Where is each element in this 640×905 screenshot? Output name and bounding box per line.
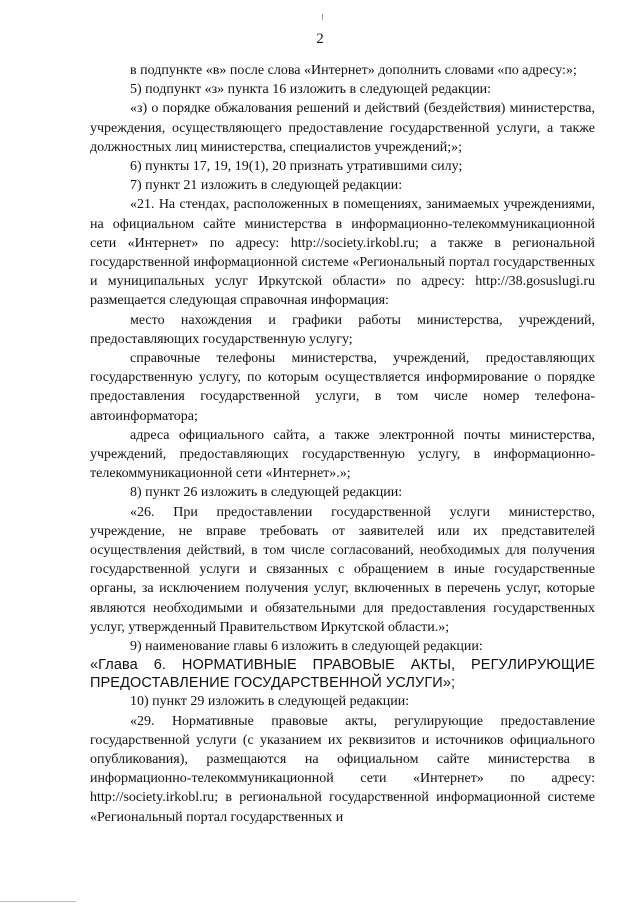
paragraph-10: 8) пункт 26 изложить в следующей редакции: xyxy=(130,485,403,501)
paragraph-5: 7) пункт 21 изложить в следующей редакции: xyxy=(130,178,403,194)
paragraph-3: «з) о порядке обжалования решений и действий (бездействия) министерства, учреждения, осуществляющего предоставление государственной услуги, а также должностных лиц министерства, специалистов учреждений;»; xyxy=(90,101,595,155)
page-number: 2 xyxy=(316,31,324,47)
paragraph-1: в подпункте «в» после слова «Интернет» дополнить словами «по адресу:»; xyxy=(130,63,577,78)
paragraph-6: «21. На стендах, расположенных в помещениях, занимаемых учреждениями, на официальном сайте министерства в информационно-телекоммуникационной сети «Интернет» по адресу: http://society.irkobl.ru; а также в региональной государственной информационной системе «Региональный портал государственных и муниципальных услуг Иркутской области» по адресу: http://38.gosuslugi.ru размещается следующая справочная информация: xyxy=(90,197,595,309)
footer-rule xyxy=(0,901,76,902)
paragraph-12: 9) наименование главы 6 изложить в следующей редакции: xyxy=(130,639,483,655)
paragraph-2: 5) подпункт «з» пункта 16 изложить в следующей редакции: xyxy=(130,82,491,98)
paragraph-9: адреса официального сайта, а также электронной почты министерства, учреждений, предоставляющих государственную услугу, в информационно-телекоммуникационной сети «Интернет».»; xyxy=(90,427,595,482)
paragraph-4: 6) пункты 17, 19, 19(1), 20 признать утратившими силу; xyxy=(130,159,463,175)
paragraph-8: справочные телефоны министерства, учреждений, предоставляющих государственную услугу, по которым осуществляется информирование о порядке предоставления государственной услуги, в том числе номер телефона-автоинформатора; xyxy=(90,351,595,424)
paragraph-13: 10) пункт 29 изложить в следующей редакции: xyxy=(130,694,410,710)
paragraph-7: место нахождения и графики работы министерства, учреждений, предоставляющих государственную услугу; xyxy=(90,312,595,347)
scan-mark xyxy=(322,14,323,20)
paragraph-11: «26. При предоставлении государственной услуги министерство, учреждение, не вправе требовать от заявителей или их представителей осуществления действий, в том числе согласований, необходимых для получения государственной услуги и связанных с обращением в иные государственные органы, за исключением получения услуг, включенных в перечень услуг, которые являются необходимыми и обязательными для предоставления государственных услуг, утвержденный Правительством Иркутской области.»; xyxy=(90,504,595,635)
paragraph-14: «29. Нормативные правовые акты, регулирующие предоставление государственной услуги (с указанием их реквизитов и источников официального опубликования), размещаются на официальном сайте министерства в информационно-телекоммуникационной сети «Интернет» по адресу: http://society.irkobl.ru; в региональной государственной информационной системе «Региональный портал государственных и xyxy=(90,713,595,825)
document-body xyxy=(90,61,595,827)
chapter-heading: «Глава 6. НОРМАТИВНЫЕ ПРАВОВЫЕ АКТЫ, РЕГУЛИРУЮЩИЕ ПРЕДОСТАВЛЕНИЕ ГОСУДАРСТВЕННОЙ УСЛУГИ»; xyxy=(90,657,595,692)
